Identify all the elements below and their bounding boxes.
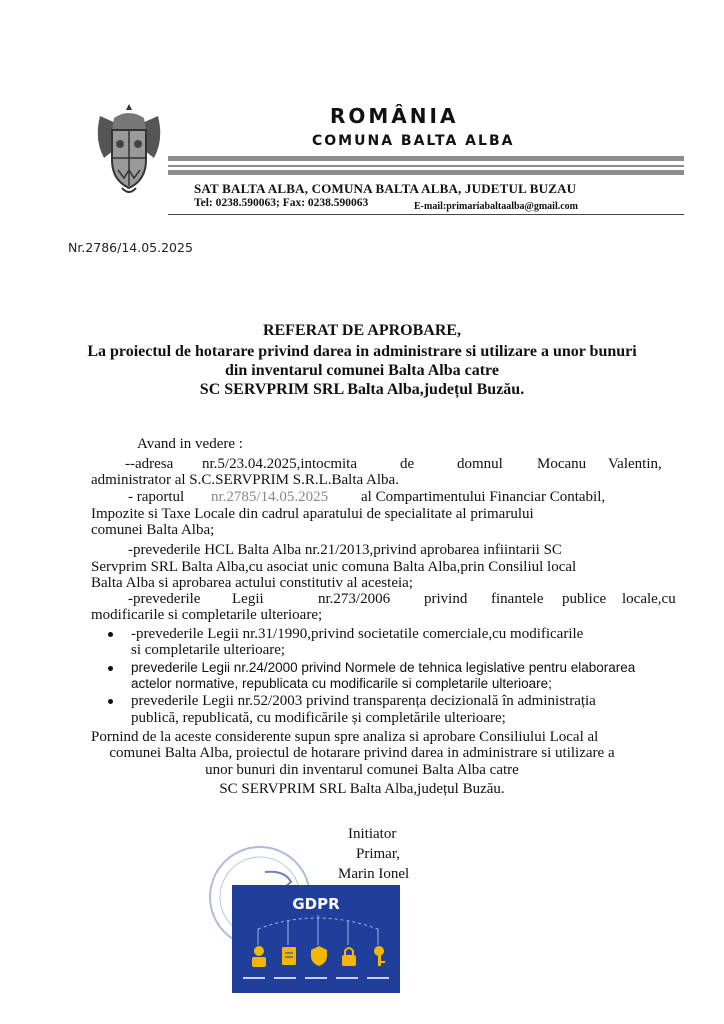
paragraph-legea-24-line-2: actelor normative, republicata cu modificarile si completarile ulterioare; (131, 676, 552, 691)
gdpr-caption-mark (274, 977, 296, 979)
paragraph-raport-line-2: Impozite si Taxe Locale din cadrul aparatului de specialitate al primarului (91, 506, 534, 522)
paragraph-legea-52-line-2: publică, republicată, cu modificările și completările ulterioare; (131, 710, 506, 726)
document-subject-line-3: SC SERVPRIM SRL Balta Alba,județul Buzău. (199, 381, 525, 398)
signature-name: Marin Ionel (338, 866, 410, 882)
paragraph-adresa-word: de (400, 456, 415, 472)
header-phone-fax: Tel: 0238.590063; Fax: 0238.590063 (194, 197, 369, 209)
paragraph-legea-52-line-1: prevederile Legii nr.52/2003 privind transparența decizională în administrația (131, 693, 596, 709)
gdpr-caption-mark (243, 977, 265, 979)
paragraph-adresa-word: --adresa (125, 456, 174, 472)
document-subject-line-2: din inventarul comunei Balta Alba catre (225, 362, 499, 379)
header-underline (168, 214, 684, 215)
conclusion-line-2: comunei Balta Alba, proiectul de hotarare privind darea in administrare si utilizare a (109, 745, 615, 761)
paragraph-adresa-word: Valentin, (608, 456, 662, 472)
paragraph-legea-273-word: publice (562, 591, 607, 607)
paragraph-raport-line-3: comunei Balta Alba; (91, 522, 215, 538)
paragraph-raport-text: al Compartimentului Financiar Contabil, (361, 489, 606, 505)
paragraph-adresa-word: domnul (457, 456, 503, 472)
paragraph-legea-273-word: locale,cu (622, 591, 676, 607)
paragraph-adresa-word: Mocanu (537, 456, 587, 472)
signature-role-initiator: Initiator (348, 826, 397, 842)
gdpr-caption-mark (336, 977, 358, 979)
document-subject-line-1: La proiectul de hotarare privind darea in administrare si utilizare a unor bunuri (87, 343, 637, 360)
paragraph-legea-31-line-1: -prevederile Legii nr.31/1990,privind societatile comerciale,cu modificarile (131, 626, 584, 642)
header-commune: COMUNA BALTA ALBA (312, 133, 515, 149)
registration-number: Nr.2786/14.05.2025 (68, 240, 193, 255)
gdpr-label: GDPR (292, 895, 340, 913)
paragraph-hcl-line-2: Servprim SRL Balta Alba,cu asociat unic comuna Balta Alba,prin Consiliul local (91, 559, 577, 575)
paragraph-raport-number: nr.2785/14.05.2025 (211, 489, 329, 505)
paragraph-hcl-line-1: -prevederile HCL Balta Alba nr.21/2013,privind aprobarea infiintarii SC (128, 542, 562, 558)
conclusion-line-3: unor bunuri din inventarul comunei Balta Alba catre (205, 762, 519, 778)
gdpr-caption-mark (367, 977, 389, 979)
paragraph-raport-label: - raportul (128, 489, 185, 505)
paragraph-legea-273-word: Legii (232, 591, 264, 607)
conclusion-line-4: SC SERVPRIM SRL Balta Alba,județul Buzău. (219, 781, 505, 797)
gdpr-captions (238, 973, 394, 983)
shield-lock-icon (309, 945, 329, 967)
key-icon (369, 945, 389, 967)
header-country: ROMÂNIA (330, 104, 459, 128)
paragraph-legea-24-line-1: prevederile Legii nr.24/2000 privind Normele de tehnica legislative pentru elaborarea (131, 660, 636, 675)
paragraph-hcl-line-3: Balta Alba si aprobarea actului constitutiv al acesteia; (91, 575, 413, 591)
bullet-icon (108, 699, 113, 704)
paragraph-adresa-line-2: administrator al S.C.SERVPRIM S.R.L.Balta Alba. (91, 472, 399, 488)
signature-role-mayor: Primar, (356, 846, 400, 862)
paragraph-legea-273-word: -prevederile (128, 591, 201, 607)
gdpr-banner (232, 885, 400, 993)
header-email: E-mail:primariabaltaalba@gmail.com (414, 201, 579, 212)
intro-text: Avand in vedere : (137, 436, 243, 452)
paragraph-legea-273-word: nr.273/2006 (318, 591, 391, 607)
header-rule-middle (168, 165, 684, 167)
paragraph-legea-31-line-2: si completarile ulterioare; (131, 642, 286, 658)
paragraph-legea-273-line-2: modificarile si completarile ulterioare; (91, 607, 323, 623)
paragraph-adresa-word: nr.5/23.04.2025,intocmita (202, 456, 357, 472)
lock-warning-icon (339, 945, 359, 967)
person-lock-icon (249, 945, 269, 967)
gdpr-caption-mark (305, 977, 327, 979)
coat-of-arms-icon (92, 100, 166, 200)
paragraph-legea-273-word: privind (424, 591, 468, 607)
paragraph-legea-273-word: finantele (491, 591, 544, 607)
header-rule-bottom (168, 170, 684, 175)
conclusion-line-1: Pornind de la aceste considerente supun spre analiza si aprobare Consiliului Local al (91, 729, 599, 745)
bullet-icon (108, 666, 113, 671)
bullet-icon (108, 632, 113, 637)
header-rule-top (168, 156, 684, 161)
document-icon (279, 945, 299, 967)
header-address: SAT BALTA ALBA, COMUNA BALTA ALBA, JUDETUL BUZAU (194, 181, 577, 196)
document-title: REFERAT DE APROBARE, (262, 322, 462, 339)
